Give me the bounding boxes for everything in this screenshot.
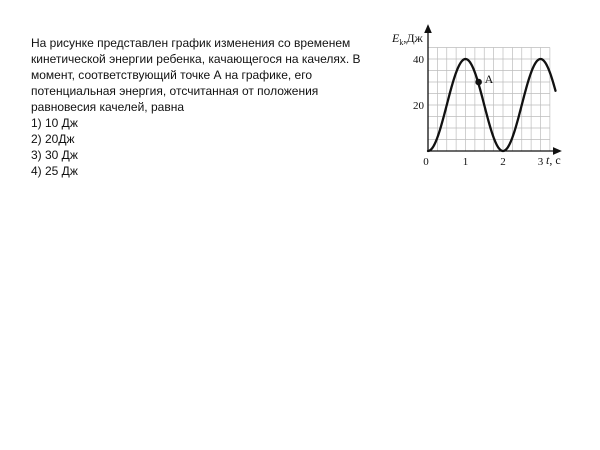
x-axis-title: t, с (546, 153, 561, 167)
y-axis-title: $E_k,Дж$ (392, 31, 423, 47)
x-tick-label: 0 (423, 156, 429, 168)
point-a-marker (475, 79, 482, 86)
x-tick-label: 2 (500, 156, 506, 168)
point-a-label: A (484, 72, 494, 86)
answer-option-2[interactable]: 2) 20Дж (31, 132, 75, 146)
grid (428, 48, 550, 152)
question-text: На рисунке представлен график изменения со временем кинетической энергии ребенка, качающегося на качелях. В момент, соответствующий точке А на графике, его потенциальная энергия, отсчитанная от положения равновесия качелей, равна (31, 36, 361, 114)
answer-options (31, 115, 376, 179)
answer-option-4[interactable]: 4) 25 Дж (31, 164, 78, 178)
answer-option-1[interactable]: 1) 10 Дж (31, 116, 78, 130)
problem-block (31, 35, 376, 179)
x-tick-label: 1 (462, 156, 469, 168)
y-tick-label: 20 (413, 100, 424, 112)
answer-option-3[interactable]: 3) 30 Дж (31, 148, 78, 162)
x-tick-label: 3 (537, 156, 544, 168)
y-tick-label: 40 (413, 54, 424, 66)
kinetic-energy-chart (380, 20, 600, 200)
